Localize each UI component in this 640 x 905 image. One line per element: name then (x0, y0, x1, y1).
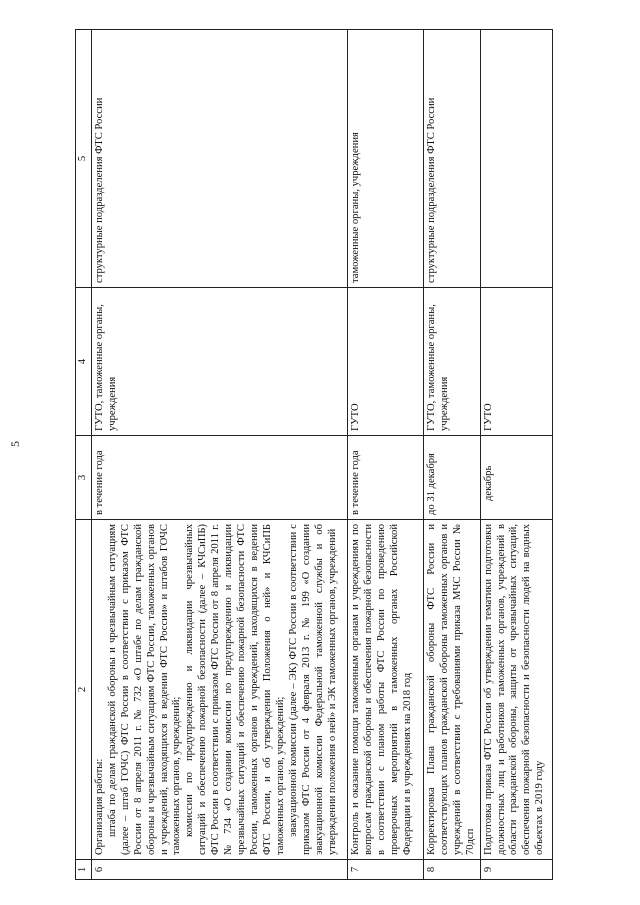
header-col-2: 2 (76, 520, 92, 860)
row-number: 6 (91, 860, 347, 880)
row-intro: Организация работы: (93, 758, 105, 855)
row-executor: ГУТО (347, 288, 423, 436)
plan-table (75, 29, 553, 880)
row-executor: ГУТО, таможенные органы, учреждения (91, 288, 347, 436)
header-col-3: 3 (76, 436, 92, 520)
row-description: Контроль и оказание помощи таможенным органам и учреждениям по вопросам гражданской обороны и обеспечения пожарной безопасности в соответствии с планом работы ФТС России по проведению проверочных мероприятий в таможенных органах Российской Федерации и в учреждениях на 2018 год (347, 520, 423, 860)
row-number: 7 (347, 860, 423, 880)
row-description: Корректировка Плана гражданской обороны ФТС России и соответствующих планов гражданской обороны таможенных органов и учреждений в соответствии с требованиями приказа МЧС России № 70дсп (423, 520, 480, 860)
row-participants: структурные подразделения ФТС России (423, 30, 480, 288)
row-paragraph: штаба по делам гражданской обороны и чрезвычайным ситуациям (далее – штаб ГОЧС) ФТС России в соответствии с приказом ФТС России от 8 апреля 2011 г. № 732 «О штабе по делам гражданской обороны и чрезвычайным ситуациям ФТС России, таможенных органов и учреждений, находящихся в ведении ФТС России» и штабов ГОЧС таможенных органов, учреждений; (106, 524, 183, 855)
row-term: до 31 декабря (423, 436, 480, 520)
rotated-table-container (75, 30, 545, 880)
table-row (423, 30, 480, 880)
header-row (76, 30, 92, 880)
row-term: в течение года (347, 436, 423, 520)
table-row (91, 30, 347, 880)
table-row (347, 30, 423, 880)
header-col-5: 5 (76, 30, 92, 288)
row-description (91, 520, 347, 860)
table-row (480, 30, 552, 880)
header-col-4: 4 (76, 288, 92, 436)
row-participants (480, 30, 552, 288)
row-executor: ГУТО, таможенные органы, учреждения (423, 288, 480, 436)
page-number: 5 (8, 441, 22, 447)
row-paragraph: комиссии по предупреждению и ликвидации чрезвычайных ситуаций и обеспечению пожарной безопасности (далее – КЧСиПБ) ФТС России в соответствии с приказом ФТС России от 8 апреля 2011 г. № 734 «О создании комиссии по предупреждению и ликвидации чрезвычайных ситуаций и обеспечению пожарной безопасности ФТС России, таможенных органов и учреждений, находящихся в ведении ФТС России, и об утверждении Положения о ней» и КЧСиПБ таможенных органов, учреждений; (184, 524, 286, 855)
row-number: 8 (423, 860, 480, 880)
row-paragraph: эвакуационной комиссии (далее – ЭК) ФТС России в соответствии с приказом ФТС России от 4 февраля 2013 г. № 199 «О создании эвакуационной комиссии Федеральной таможенной службы и об утверждении положения о ней» и ЭК таможенных органов, учреждений (287, 524, 338, 855)
row-participants: таможенные органы, учреждения (347, 30, 423, 288)
row-executor: ГУТО (480, 288, 552, 436)
row-term: в течение года (91, 436, 347, 520)
row-description: Подготовка приказа ФТС России об утверждении тематики подготовки должностных лиц и работников таможенных органов, учреждений в области гражданской обороны, защиты от чрезвычайных ситуаций, обеспечения пожарной безопасности и безопасности людей на водных объектах в 2019 году (480, 520, 552, 860)
header-col-1: 1 (76, 860, 92, 880)
row-participants: структурные подразделения ФТС России (91, 30, 347, 288)
row-term: декабрь (480, 436, 552, 520)
row-number: 9 (480, 860, 552, 880)
